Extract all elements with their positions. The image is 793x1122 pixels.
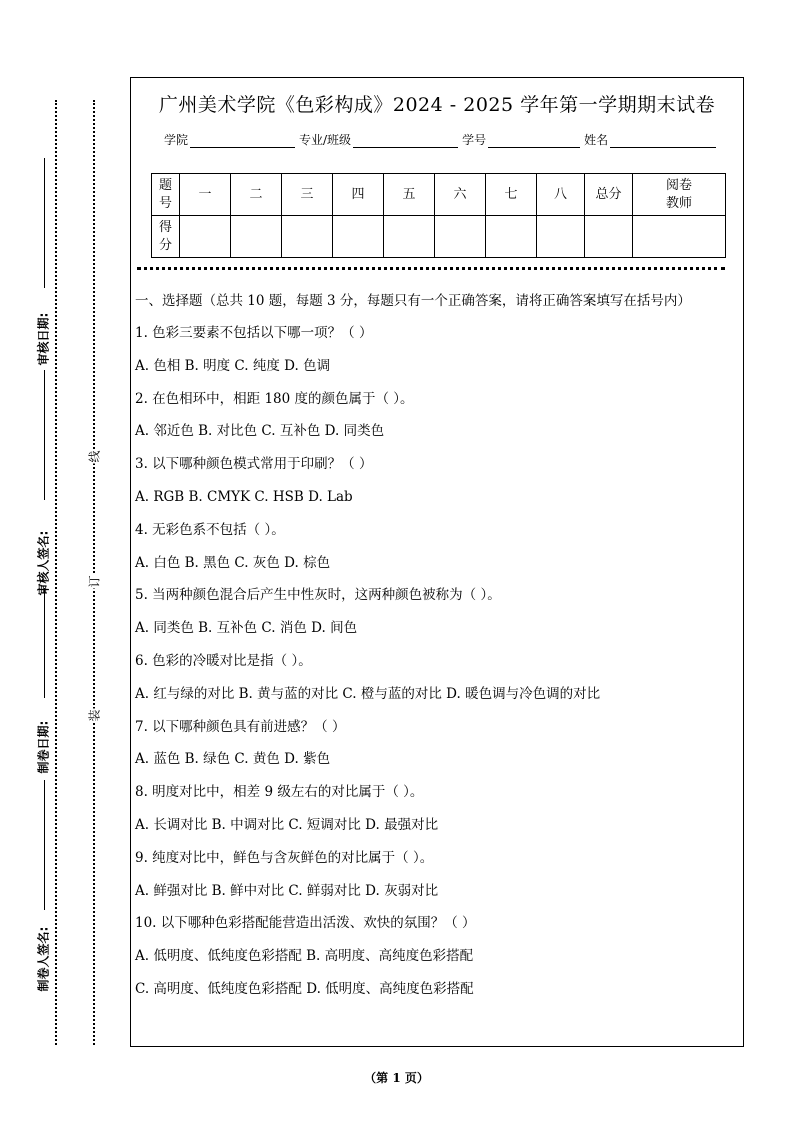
score-row-header: 得 分 (152, 216, 180, 258)
college-field[interactable] (190, 134, 295, 148)
answer-options: A. 同类色 B. 互补色 C. 消色 D. 间色 (135, 620, 358, 637)
grader-header: 阅卷 教师 (633, 174, 726, 216)
total-score-cell[interactable] (585, 216, 633, 258)
name-field[interactable] (610, 134, 716, 148)
score-cell[interactable] (435, 216, 486, 258)
column-header: 八 (537, 174, 585, 216)
student-id-label: 学号 (462, 133, 487, 147)
maker-sign-underline (44, 780, 45, 910)
answer-options: A. RGB B. CMYK C. HSB D. Lab (135, 488, 353, 505)
question-section (135, 290, 737, 1011)
column-header: 六 (435, 174, 486, 216)
question-stem: 5. 当两种颜色混合后产生中性灰时，这两种颜色被称为（ ）。 (135, 587, 501, 604)
column-header: 三 (282, 174, 333, 216)
column-header: 二 (231, 174, 282, 216)
student-id-field[interactable] (488, 134, 580, 148)
score-cell[interactable] (180, 216, 231, 258)
major-class-field[interactable] (353, 134, 458, 148)
question-stem: 8. 明度对比中，相差 9 级左右的对比属于（ ）。 (135, 784, 424, 801)
column-header: 七 (486, 174, 537, 216)
grader-cell[interactable] (633, 216, 726, 258)
question-stem: 6. 色彩的冷暖对比是指（ ）。 (135, 652, 312, 669)
cut-line-char: 线 (87, 450, 102, 463)
score-cell[interactable] (486, 216, 537, 258)
reviewer-sign-underline (44, 370, 45, 500)
question-stem: 1. 色彩三要素不包括以下哪一项？（ ） (135, 325, 373, 341)
question-stem: 9. 纯度对比中，鲜色与含灰鲜色的对比属于（ ）。 (135, 849, 434, 866)
question-stem: 2. 在色相环中，相距 180 度的颜色属于（ ）。 (135, 390, 414, 407)
question-stem: 3. 以下哪种颜色模式常用于印刷？（ ） (135, 456, 373, 473)
score-table-header-row (152, 174, 726, 216)
column-header: 五 (384, 174, 435, 216)
section-instruction: 一、选择题（总共 10 题，每题 3 分，每题只有一个正确答案，请将正确答案填写在括号内） (135, 293, 691, 309)
answer-options: A. 鲜强对比 B. 鲜中对比 C. 鲜弱对比 D. 灰弱对比 (135, 882, 439, 899)
score-cell[interactable] (384, 216, 435, 258)
exam-title: 广州美术学院《色彩构成》2024 - 2025 学年第一学期期末试卷 (158, 94, 716, 116)
answer-options: A. 长调对比 B. 中调对比 C. 短调对比 D. 最强对比 (135, 816, 439, 833)
cut-line-char: 装 (87, 709, 102, 722)
maker-sign-label: 制卷人签名: (36, 926, 51, 992)
answer-options: A. 低明度、低纯度色彩搭配 B. 高明度、高纯度色彩搭配 (135, 948, 474, 965)
page-number: （第 1 页） (364, 1071, 429, 1085)
college-label: 学院 (164, 133, 189, 147)
binding-dotted-line-outer (55, 100, 57, 1045)
dotted-separator (137, 267, 725, 270)
score-table-score-row (152, 216, 726, 258)
column-header: 四 (333, 174, 384, 216)
exam-frame (130, 77, 744, 1047)
student-info-line (164, 131, 720, 148)
make-date-label: 制卷日期: (36, 720, 51, 774)
review-date-underline (44, 158, 45, 288)
answer-options: A. 红与绿的对比 B. 黄与蓝的对比 C. 橙与蓝的对比 D. 暖色调与冷色调的对比 (135, 685, 601, 702)
score-cell[interactable] (231, 216, 282, 258)
total-score-header: 总分 (585, 174, 633, 216)
answer-options: A. 蓝色 B. 绿色 C. 黄色 D. 紫色 (135, 751, 331, 768)
answer-options: A. 色相 B. 明度 C. 纯度 D. 色调 (135, 357, 331, 374)
question-list (135, 322, 737, 1011)
make-date-underline (44, 588, 45, 698)
answer-options: A. 邻近色 B. 对比色 C. 互补色 D. 同类色 (135, 423, 385, 440)
question-number-header: 题 号 (152, 174, 180, 216)
reviewer-sign-label: 审核人签名: (36, 530, 51, 596)
score-cell[interactable] (333, 216, 384, 258)
answer-options: A. 白色 B. 黑色 C. 灰色 D. 棕色 (135, 554, 331, 571)
question-stem: 4. 无彩色系不包括（ ）。 (135, 521, 285, 538)
answer-options: C. 高明度、低纯度色彩搭配 D. 低明度、高纯度色彩搭配 (135, 980, 474, 997)
score-cell[interactable] (282, 216, 333, 258)
column-header: 一 (180, 174, 231, 216)
major-class-label: 专业/班级 (299, 133, 352, 147)
question-stem: 10. 以下哪种色彩搭配能营造出活泼、欢快的氛围？（ ） (135, 915, 476, 932)
review-date-label: 审核日期: (36, 312, 51, 366)
cut-line-char: 订 (87, 575, 102, 588)
binding-dotted-line-inner (93, 100, 95, 1045)
name-label: 姓名 (584, 133, 609, 147)
score-table (151, 173, 726, 258)
question-stem: 7. 以下哪种颜色具有前进感？（ ） (135, 718, 346, 735)
score-cell[interactable] (537, 216, 585, 258)
